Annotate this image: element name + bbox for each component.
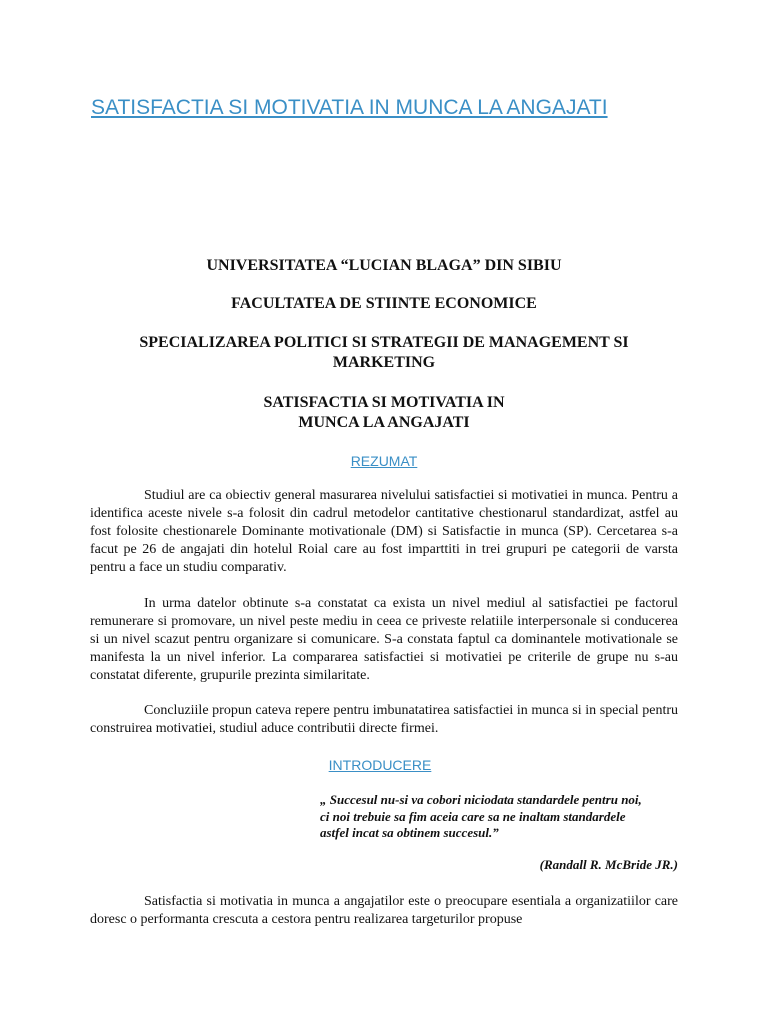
rezumat-paragraph-1: Studiul are ca obiectiv general masurarea nivelului satisfactiei si motivatiei in munca. Pentru a identifica aceste nivele s-a folosit din cadrul metodelor cantitative chestionarul standardizat, astfel au fost folosite chestionarele Dominante motivationale (DM) si Satisfactie in munca (SP). Cercetarea s-a facut pe 26 de angajati din hotelul Roial care au fost imparttiti in trei grupuri pe categorii de varsta pentru a face un studiu comparativ. (90, 488, 678, 575)
faculty-heading: FACULTATEA DE STIINTE ECONOMICE (231, 295, 537, 312)
rezumat-paragraph-3: Concluziile propun cateva repere pentru imbunatatirea satisfactiei in munca si in special pentru construirea motivatiei, studiul aduce contributii directe firmei. (90, 703, 678, 736)
specialization-heading: SPECIALIZAREA POLITICI SI STRATEGII DE MANAGEMENT SI MARKETING (139, 334, 629, 371)
rezumat-paragraph-2: In urma datelor obtinute s-a constatat ca exista un nivel mediul al satisfactiei pe factorul remunerare si promovare, un nivel peste mediu in ceea ce priveste relatiile interpersonale si conducerea si un nivel scazut pentru organizare si comunicare. S-a constata faptul ca dominantele motivationale se manifesta la un nivel inferior. La compararea satisfactiei si motivatiei pe criterile de grupe nu s-au constatat diferente, grupurile prezinta similaritate. (90, 596, 678, 683)
university-heading: UNIVERSITATEA “LUCIAN BLAGA” DIN SIBIU (206, 257, 562, 274)
rezumat-section-label[interactable]: REZUMAT (350, 453, 418, 469)
document-title-link[interactable]: SATISFACTIA SI MOTIVATIA IN MUNCA LA ANGAJATI (91, 96, 608, 119)
introducere-paragraph-1: Satisfactia si motivatia in munca a angajatilor este o preocupare esentiala a organizatiilor care doresc o performanta crescuta a cestora pentru realizarea targeturilor propuse (90, 894, 678, 927)
thesis-title-heading: SATISFACTIA SI MOTIVATIA IN MUNCA LA ANGAJATI (263, 394, 505, 431)
epigraph-author: (Randall R. McBride JR.) (539, 857, 678, 872)
epigraph-quote: „ Succesul nu-si va cobori niciodata standardele pentru noi, ci noi trebuie sa fim aceia care sa ne inaltam standardele astfel incat sa obtinem succesul.” (320, 792, 642, 840)
introducere-section-label[interactable]: INTRODUCERE (328, 757, 432, 773)
